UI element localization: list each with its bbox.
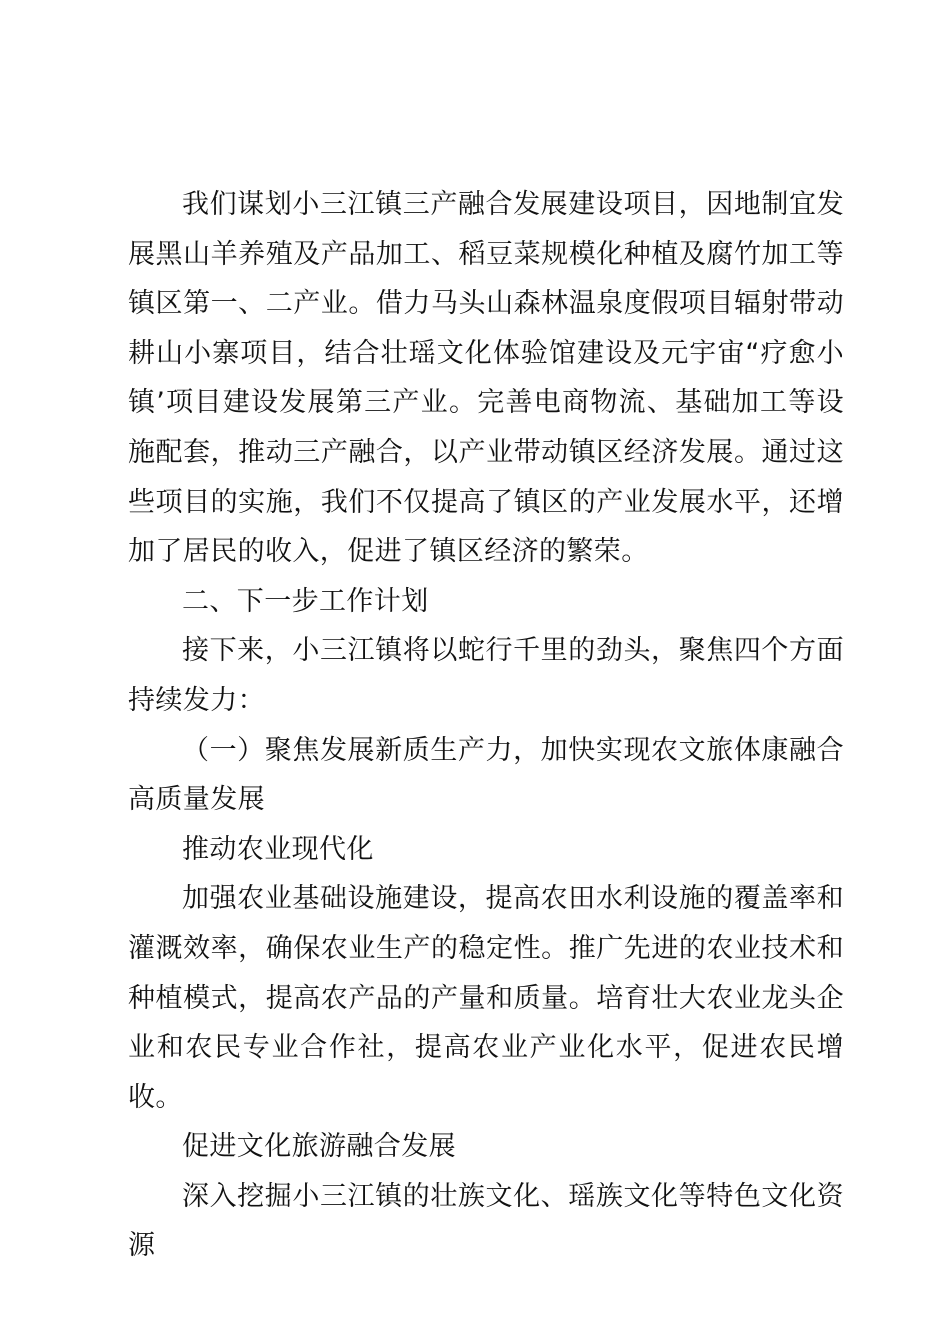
subheading-agriculture-modernization: 推动农业现代化 (182, 833, 374, 865)
section-heading-next-plan: 二、下一步工作计划 (182, 585, 429, 617)
subheading-culture-tourism: 促进文化旅游融合发展 (182, 1131, 456, 1163)
document-body (128, 180, 844, 1271)
paragraph-agriculture-infrastructure: 加强农业基础设施建设，提高农田水利设施的覆盖率和灌溉效率，确保农业生产的稳定性。推广先进的农业技术和种植模式，提高农产品的产量和质量。培育壮大农业龙头企业和农民专业合作社，提高农业产业化水平，促进农民增收。 (128, 883, 844, 1113)
paragraph-culture-resources: 深入挖掘小三江镇的壮族文化、瑶族文化等特色文化资源 (128, 1180, 844, 1262)
subheading-new-productivity: （一）聚焦发展新质生产力，加快实现农文旅体康融合高质量发展 (128, 734, 844, 816)
paragraph-three-industry-projects: 我们谋划小三江镇三产融合发展建设项目，因地制宜发展黑山羊养殖及产品加工、稻豆菜规模化种植及腐竹加工等镇区第一、二产业。借力马头山森林温泉度假项目辐射带动耕山小寨项目，结合壮瑶文化体验馆建设及元宇宙“疗愈小镇’项目建设发展第三产业。完善电商物流、基础加工等设施配套，推动三产融合，以产业带动镇区经济发展。通过这些项目的实施，我们不仅提高了镇区的产业发展水平，还增加了居民的收入，促进了镇区经济的繁荣。 (128, 189, 844, 568)
paragraph-four-aspects: 接下来，小三江镇将以蛇行千里的劲头，聚焦四个方面持续发力： (128, 635, 844, 716)
